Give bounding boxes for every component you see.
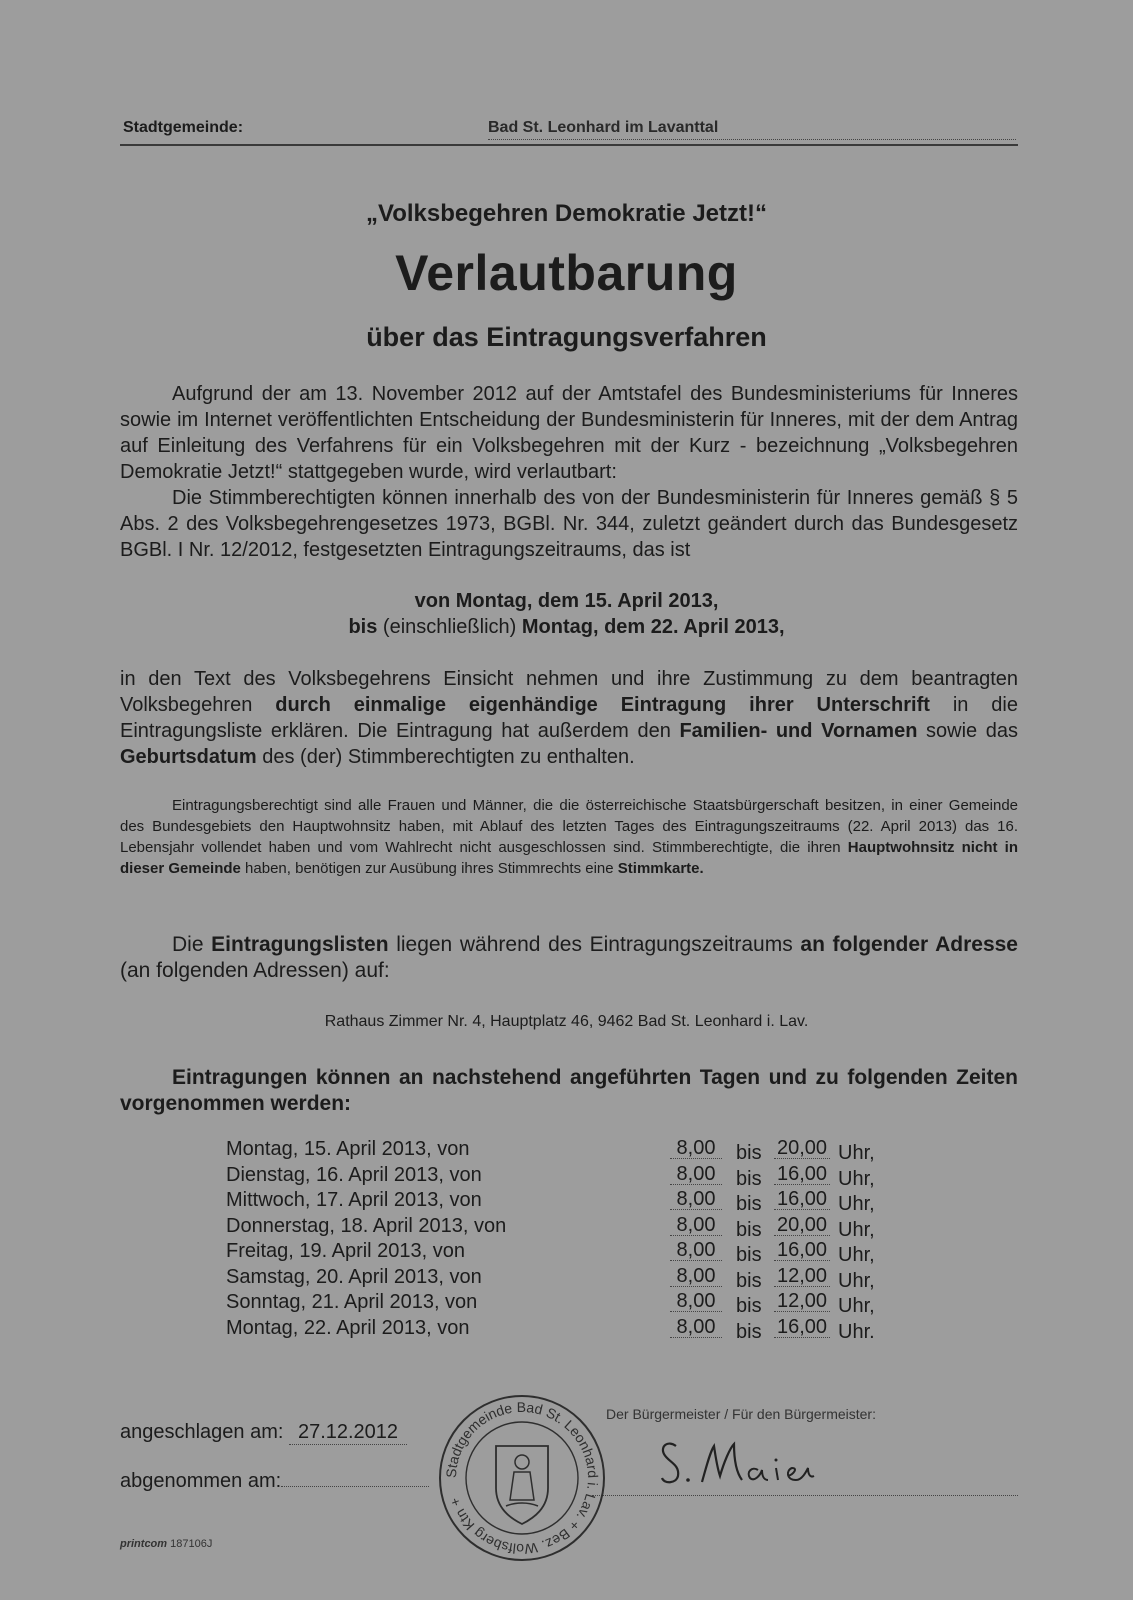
printer-code: 187106J: [170, 1538, 213, 1550]
period-end: Montag, dem 22. April 2013,: [521, 616, 785, 638]
mayor-signature: [658, 1432, 848, 1494]
schedule-row: [226, 1291, 886, 1317]
schedule-from-time: 8,00: [670, 1215, 722, 1236]
text-run: in die Eintragungsliste erklären. Die Eintragung hat außerdem den: [120, 694, 1018, 742]
schedule-from-time: 8,00: [670, 1240, 722, 1261]
schedule-row: [226, 1266, 886, 1292]
text-run: Eintragungsberechtigt sind alle Frauen und Männer, die die österreichische Staatsbürgerschaft besitzen, in einer Gemeinde des Bundesgebiets den Hauptwohnsitz haben, mit Ablauf des letzten Tages des Eintragungszeitraums (22. April 2013) das 16. Lebensjahr vollendet haben und vom Wahlrecht nicht ausgeschlossen sind. Stimmberechtigte, die ihren: [120, 797, 1018, 856]
text-run: des (der) Stimmberechtigten zu enthalten.: [256, 746, 635, 768]
page-subtitle: über das Eintragungsverfahren: [366, 322, 767, 352]
text-run: Die: [172, 933, 212, 956]
schedule-row: [226, 1215, 886, 1241]
registration-period: [0, 588, 1133, 640]
municipality-label: Stadtgemeinde:: [123, 119, 244, 136]
text-run-bold: Familien- und Vornamen: [679, 720, 918, 742]
paragraph-registration: [120, 666, 1018, 770]
text-run-bold: Eintragungslisten: [211, 933, 389, 956]
municipality-name: Bad St. Leonhard im Lavanttal: [488, 119, 1016, 140]
schedule-bis: bis: [736, 1193, 762, 1215]
schedule-table: [226, 1138, 886, 1342]
schedule-from-time: 8,00: [670, 1291, 722, 1312]
schedule-day: Freitag, 19. April 2013, von: [226, 1240, 466, 1262]
schedule-to-time: 16,00: [774, 1189, 830, 1210]
schedule-bis: bis: [736, 1244, 762, 1266]
schedule-day: Donnerstag, 18. April 2013, von: [226, 1214, 507, 1237]
posted-date-row: [120, 1421, 407, 1445]
schedule-bis: bis: [736, 1269, 762, 1292]
schedule-day: Sonntag, 21. April 2013, von: [226, 1291, 478, 1313]
removed-date-blank: [281, 1486, 429, 1487]
text-run: haben, benötigen zur Ausübung ihres Stimmrechts eine: [240, 860, 618, 877]
paragraph-period-intro: Die Stimmberechtigten können innerhalb des von der Bundesministerin für Inneres gemäß § 5 Abs. 2 des Volksbegehrengesetzes 1973, BGBl. Nr. 344, zuletzt geändert durch das Bundesgesetz BGBl. I Nr. 12/2012, festgesetzten Eintragungszeitraums, das ist: [120, 487, 1018, 561]
stamp-text: Stadtgemeinde Bad St. Leonhard i. Lav. + Bez. Wolfsberg Ktn +: [442, 1398, 602, 1558]
schedule-uhr: Uhr,: [838, 1167, 875, 1190]
schedule-uhr: Uhr,: [838, 1295, 875, 1317]
period-start: von Montag, dem 15. April 2013,: [414, 590, 719, 612]
printer-brand: printcom: [120, 1538, 168, 1550]
text-run: (an folgenden Adressen) auf:: [120, 959, 390, 982]
schedule-day: Mittwoch, 17. April 2013, von: [226, 1189, 482, 1211]
municipality-header: [120, 116, 1018, 146]
registration-address: Rathaus Zimmer Nr. 4, Hauptplatz 46, 9462 Bad St. Leonhard i. Lav.: [324, 1013, 809, 1030]
schedule-to-time: 12,00: [774, 1266, 830, 1287]
schedule-bis: bis: [736, 1142, 762, 1164]
page-title: Verlautbarung: [395, 245, 738, 301]
schedule-bis: bis: [736, 1320, 762, 1343]
schedule-day: Samstag, 20. April 2013, von: [226, 1265, 482, 1288]
schedule-from-time: 8,00: [670, 1164, 722, 1185]
mayor-label: Der Bürgermeister / Für den Bürgermeister:: [606, 1406, 876, 1422]
schedule-from-time: 8,00: [670, 1138, 722, 1159]
text-run: liegen während des Eintragungszeitraums: [388, 933, 801, 956]
schedule-from-time: 8,00: [670, 1189, 722, 1210]
text-run-bold: an folgender Adresse: [800, 933, 1018, 956]
text-run-bold: durch einmalige eigenhändige Eintragung ihrer Unterschrift: [275, 694, 930, 716]
signature-line: [592, 1495, 1018, 1496]
schedule-bis: bis: [736, 1295, 762, 1317]
eligibility-note: [120, 795, 1018, 879]
schedule-to-time: 20,00: [774, 1215, 830, 1236]
text-run: in den Text des Volksbegehrens Einsicht nehmen und ihre Zustimmung zu dem beantragten Volksbegehren: [120, 668, 1018, 716]
paragraph-decision: Aufgrund der am 13. November 2012 auf der Amtstafel des Bundesministeriums für Inneres sowie im Internet veröffentlichten Entscheidung der Bundesministerin für Inneres, mit der dem Antrag auf Einleitung des Verfahrens für ein Volksbegehren mit der Kurz - bezeichnung „Volksbegehren Demokratie Jetzt!“ stattgegeben wurde, wird verlautbart:: [120, 383, 1018, 483]
schedule-uhr: Uhr,: [838, 1269, 875, 1292]
removed-date-row: [120, 1470, 429, 1493]
schedule-to-time: 20,00: [774, 1138, 830, 1159]
period-inclusive: (einschließlich): [377, 616, 522, 638]
schedule-row: [226, 1189, 886, 1215]
schedule-to-time: 16,00: [774, 1164, 830, 1185]
schedule-uhr: Uhr,: [838, 1218, 875, 1241]
official-stamp: [436, 1392, 608, 1564]
schedule-uhr: Uhr,: [838, 1193, 875, 1215]
schedule-row: [226, 1317, 886, 1343]
period-bis: bis: [348, 616, 378, 638]
schedule-bis: bis: [736, 1218, 762, 1241]
schedule-row: [226, 1240, 886, 1266]
schedule-bis: bis: [736, 1167, 762, 1190]
removed-label: abgenommen am:: [120, 1470, 282, 1492]
printer-mark: [120, 1538, 212, 1550]
schedule-row: [226, 1138, 886, 1164]
schedule-to-time: 16,00: [774, 1317, 830, 1338]
posted-label: angeschlagen am:: [120, 1421, 284, 1443]
petition-name: „Volksbegehren Demokratie Jetzt!“: [365, 200, 767, 227]
schedule-day: Montag, 15. April 2013, von: [226, 1138, 470, 1160]
schedule-uhr: Uhr,: [838, 1244, 875, 1266]
schedule-to-time: 16,00: [774, 1240, 830, 1261]
schedule-uhr: Uhr.: [838, 1320, 875, 1343]
text-run: sowie das: [917, 720, 1019, 742]
text-run-bold: Stimmkarte.: [617, 860, 704, 877]
schedule-to-time: 12,00: [774, 1291, 830, 1312]
schedule-uhr: Uhr,: [838, 1142, 875, 1164]
text-run-bold: Hauptwohnsitz nicht in dieser Gemeinde: [120, 839, 1018, 877]
paragraph-times-intro: Eintragungen können an nachstehend angeführten Tagen und zu folgenden Zeiten vorgenommen werden:: [120, 1066, 1018, 1115]
schedule-day: Montag, 22. April 2013, von: [226, 1316, 470, 1339]
text-run-bold: Geburtsdatum: [120, 746, 257, 768]
schedule-from-time: 8,00: [670, 1317, 722, 1338]
paragraph-lists: [120, 932, 1018, 984]
schedule-from-time: 8,00: [670, 1266, 722, 1287]
schedule-day: Dienstag, 16. April 2013, von: [226, 1163, 482, 1186]
schedule-row: [226, 1164, 886, 1190]
posted-date: 27.12.2012: [289, 1421, 407, 1445]
